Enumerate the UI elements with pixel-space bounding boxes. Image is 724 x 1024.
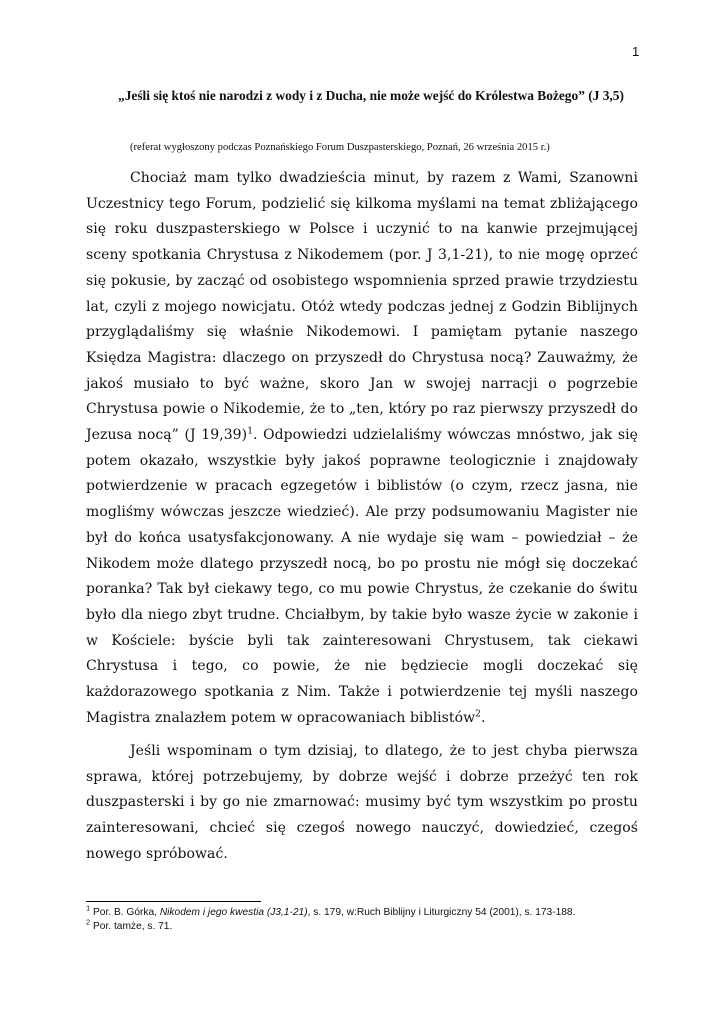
footnote-separator [86, 901, 261, 902]
paragraph-1-text-c: . [480, 709, 486, 726]
paragraph-1-text-b: . Odpowiedzi udzielaliśmy wówczas mnóstwo, jak się potem okazało, wszystkie były jakoś poprawne teologicznie i znajdowały potwierdzenie w pracach egzegetów i biblistów (o czym, rzecz jasna, nie mogliśmy wówczas jeszcze wiedzieć). Ale przy podsumowaniu Magister nie był do końca usatysfakcjonowany. A nie wydaje się wam – powiedział – że Nikodem może dlatego przyszedł nocą, bo po prostu nie mógł się doczekać poranka? Tak był ciekawy tego, co mu powie Chrystus, że czekanie do świtu było dla niego zbyt trudne. Chciałbym, by takie było wasze życie w zakonie i w Kościele: byście byli tak zainteresowani Chrystusem, tak ciekawi Chrystusa i tego, co powie, że nie będziecie mogli doczekać się każdorazowego spotkania z Nim. Także i potwierdzenie tej myśli naszego Magistra znalazłem potem w opracowaniach biblistów [86, 427, 639, 726]
footnote-1 [86, 903, 646, 920]
body-paragraph-1 [86, 166, 638, 731]
body-paragraph-2: Jeśli wspominam o tym dzisiaj, to dlatego, że to jest chyba pierwsza sprawa, której potrzebujemy, by dobrze wejść i dobrze przeżyć ten rok duszpasterski i by go nie zmarnować: musimy być tym wszystkim po prostu zainteresowani, chcieć się czegoś nowego nauczyć, dowiedzieć, czegoś nowego spróbować. [86, 743, 638, 862]
footnote-1-title: Nikodem i jego kwestia (J3,1-21) [159, 907, 308, 918]
footnote-reference-1: 1 [247, 426, 253, 437]
footnote-2-number: 2 [86, 917, 91, 927]
footnote-2 [86, 917, 646, 934]
footnotes [86, 903, 646, 934]
page-number: 1 [632, 44, 640, 59]
footnote-reference-2: 2 [475, 709, 481, 720]
footnote-2-text: Por. tamże, s. 71. [90, 921, 173, 932]
document-subtitle: (referat wygłoszony podczas Poznańskiego Forum Duszpasterskiego, Poznań, 26 września 2015 r.) [130, 142, 550, 153]
paragraph-1-text-a: Chociaż mam tylko dwadzieścia minut, by razem z Wami, Szanowni Uczestnicy tego Forum, podzielić się kilkoma myślami na temat zbliżającego się roku duszpasterskiego w Polsce i uczynić to na kanwie przejmującej sceny spotkania Chrystusa z Nikodemem (por. J 3,1-21), to nie mogę oprzeć się pokusie, by zacząć od osobistego wspomnienia sprzed prawie trzydziestu lat, czyli z mojego nowicjatu. Otóż wtedy podczas jednej z Godzin Biblijnych przyglądaliśmy się właśnie Nikodemowi. I pamiętam pytanie naszego Księdza Magistra: dlaczego on przyszedł do Chrystusa nocą? Zauważmy, że jakoś musiało to być ważne, skoro Jan w swojej narracji o pogrzebie Chrystusa powie o Nikodemie, że to „ten, który po raz pierwszy przyszedł do Jezusa nocą” (J 19,39) [86, 170, 638, 444]
footnote-1-text-b: , s. 179, w:Ruch Biblijny i Liturgiczny 54 (2001), s. 173-188. [307, 907, 576, 918]
footnote-1-text-a: Por. B. Górka, [90, 907, 160, 918]
document-title: „Jeśli się ktoś nie narodzi z wody i z Ducha, nie może wejść do Królestwa Bożego” (J 3,5) [118, 88, 624, 103]
footnote-1-number: 1 [86, 903, 91, 913]
